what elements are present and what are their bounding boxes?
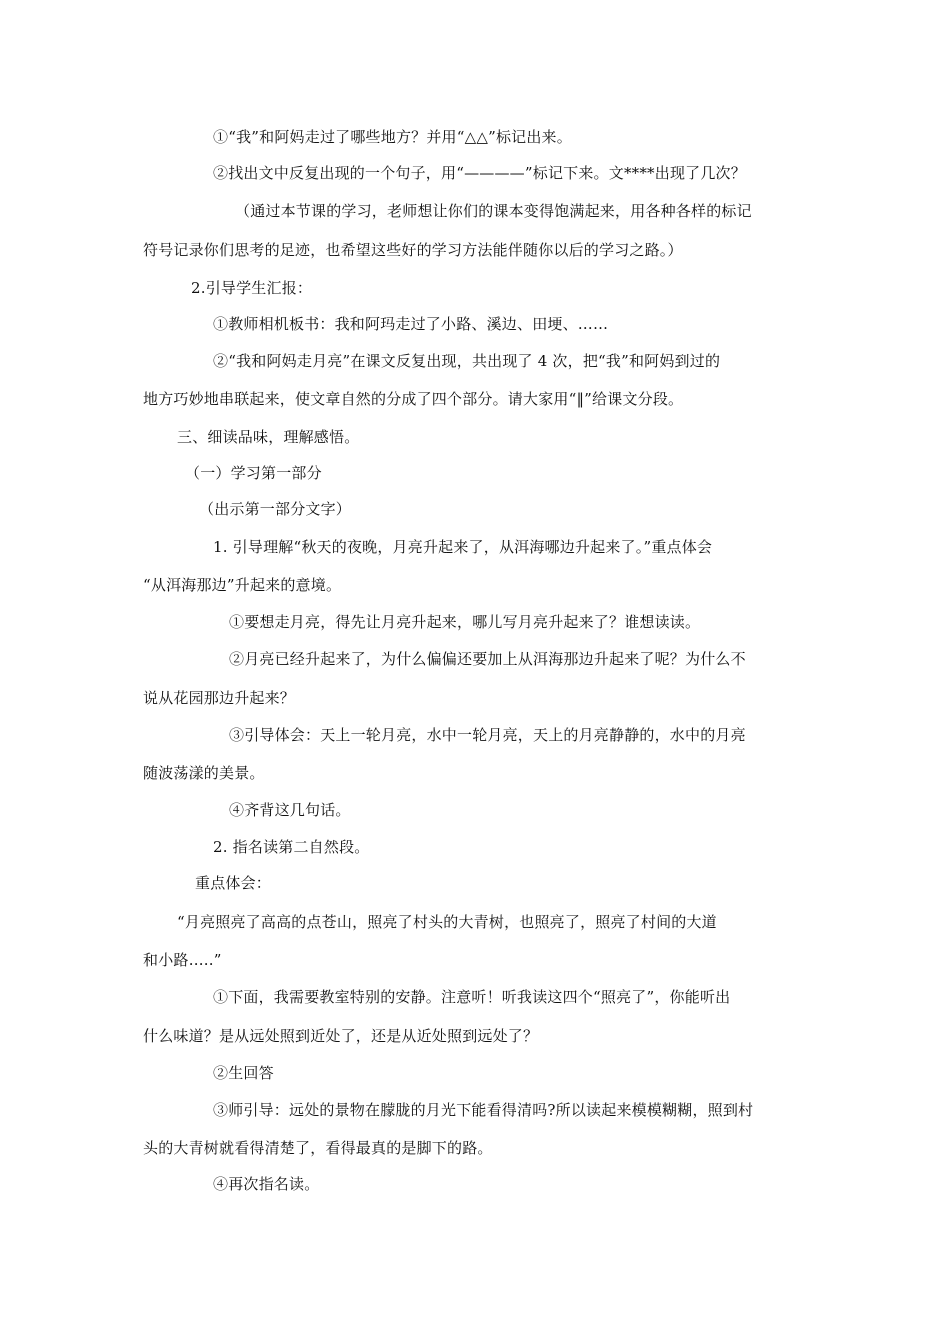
text-line: ④再次指名读。 bbox=[213, 1175, 320, 1193]
text-line: ②找出文中反复出现的一个句子，用“————”标记下来。文****出现了几次？ bbox=[213, 164, 746, 182]
text-line: 说从花园那边升起来？ bbox=[143, 689, 296, 707]
text-line: 符号记录你们思考的足迹，也希望这些好的学习方法能伴随你以后的学习之路。） bbox=[143, 241, 683, 259]
text-line: 和小路…..” bbox=[143, 951, 222, 969]
text-line: （通过本节课的学习，老师想让你们的课本变得饱满起来，用各种各样的标记 bbox=[235, 202, 752, 220]
text-line: ③师引导：远处的景物在朦胧的月光下能看得清吗?所以读起来模模糊糊，照到村 bbox=[213, 1101, 754, 1119]
text-line: ②生回答 bbox=[213, 1064, 274, 1082]
text-line: ①下面，我需要教室特别的安静。注意听！听我读这四个“照亮了”，你能听出 bbox=[213, 988, 731, 1006]
text-line: 2. 指名读第二自然段。 bbox=[213, 838, 370, 856]
text-line: ①教师相机板书：我和阿玛走过了小路、溪边、田埂、…… bbox=[213, 315, 609, 333]
text-line: （出示第一部分文字） bbox=[199, 500, 352, 518]
text-line: “从洱海那边”升起来的意境。 bbox=[143, 576, 342, 594]
text-line: ②月亮已经升起来了，为什么偏偏还要加上从洱海那边升起来了呢？为什么不 bbox=[229, 650, 746, 668]
text-line: ①“我”和阿妈走过了哪些地方？并用“△△”标记出来。 bbox=[213, 128, 572, 146]
text-line: ②“我和阿妈走月亮”在课文反复出现，共出现了 4 次，把“我”和阿妈到过的 bbox=[213, 352, 721, 370]
text-line: 2.引导学生汇报： bbox=[191, 279, 313, 297]
text-line: 重点体会： bbox=[195, 874, 272, 892]
text-line: 什么味道？是从远处照到近处了，还是从近处照到远处了？ bbox=[143, 1027, 539, 1045]
text-line: 头的大青树就看得清楚了，看得最真的是脚下的路。 bbox=[143, 1139, 493, 1157]
section-heading: 三、细读品味，理解感悟。 bbox=[177, 428, 360, 446]
text-line: ①要想走月亮，得先让月亮升起来，哪儿写月亮升起来了？谁想读读。 bbox=[229, 613, 701, 631]
text-line: 地方巧妙地串联起来，使文章自然的分成了四个部分。请大家用“‖”给课文分段。 bbox=[143, 390, 684, 408]
text-line: 随波荡漾的美景。 bbox=[143, 764, 265, 782]
text-line: 1. 引导理解“秋天的夜晚，月亮升起来了，从洱海哪边升起来了。”重点体会 bbox=[213, 538, 713, 556]
text-line: ④齐背这几句话。 bbox=[229, 801, 351, 819]
text-line: “月亮照亮了高高的点苍山，照亮了村头的大青树，也照亮了，照亮了村间的大道 bbox=[177, 913, 717, 931]
text-line: ③引导体会：天上一轮月亮，水中一轮月亮，天上的月亮静静的，水中的月亮 bbox=[229, 726, 746, 744]
subsection-heading: （一）学习第一部分 bbox=[185, 464, 322, 482]
